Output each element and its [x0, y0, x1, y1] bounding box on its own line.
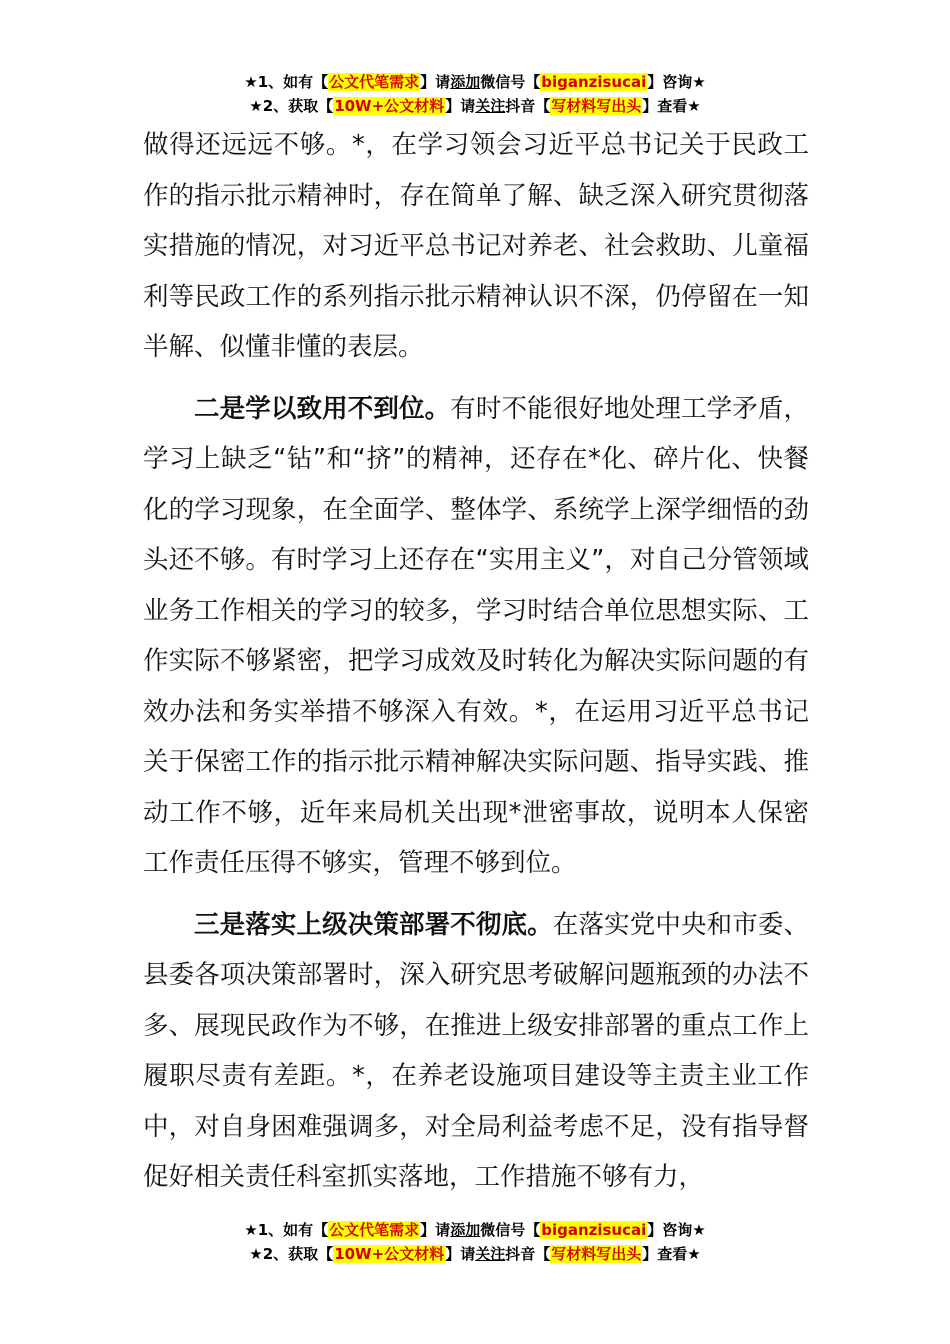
- paragraph-2-text: 有时不能很好地处理工学矛盾，学习上缺乏“钻”和“挤”的精神，还存在*化、碎片化、快餐化的学习现象，在全面学、整体学、系统学上深学细悟的劲头还不够。有时学习上还存在“实用主义”，对自己分管领域业务工作相关的学习的较多，学习时结合单位思想实际、工作实际不够紧密，把学习成效及时转化为解决实际问题的有效办法和务实举措不够深入有效。*，在运用习近平总书记关于保密工作的指示批示精神解决实际问题、指导实践、推动工作不够，近年来局机关出现*泄密事故，说明本人保密工作责任压得不够实，管理不够到位。: [143, 393, 809, 878]
- paragraph-3-heading: 三是落实上级决策部署不彻底。: [194, 909, 553, 940]
- banner-highlight: biganzisucai: [541, 1221, 647, 1239]
- banner-highlight: 写材料写出头: [551, 1245, 642, 1263]
- banner-line-2: ★2、获取【10W+公文材料】请关注抖音【写材料写出头】查看★: [249, 1245, 701, 1263]
- paragraph-3-text: 在落实党中央和市委、县委各项决策部署时，深入研究思考破解问题瓶颈的办法不多、展现民政作为不够，在推进上级安排部署的重点工作上履职尽责有差距。*，在养老设施项目建设等主责主业工作中，对自身困难强调多，对全局利益考虑不足，没有指导督促好相关责任科室抓实落地，工作措施不够有力，: [143, 909, 809, 1192]
- paragraph-2: [143, 384, 809, 889]
- banner-line-1: ★1、如有【公文代笔需求】请添加微信号【biganzisucai】咨询★: [244, 73, 706, 91]
- banner-line-2: ★2、获取【10W+公文材料】请关注抖音【写材料写出头】查看★: [249, 97, 701, 115]
- header-banner: [0, 70, 950, 118]
- banner-highlight: 公文代笔需求: [329, 1221, 420, 1239]
- banner-highlight: 写材料写出头: [551, 97, 642, 115]
- banner-line-1: ★1、如有【公文代笔需求】请添加微信号【biganzisucai】咨询★: [244, 1221, 706, 1239]
- paragraph-2-heading: 二是学以致用不到位。: [194, 393, 451, 424]
- banner-highlight: 10W+公文材料: [334, 1245, 445, 1263]
- banner-highlight: 10W+公文材料: [334, 97, 445, 115]
- banner-highlight: biganzisucai: [541, 73, 647, 91]
- paragraph-1: 做得还远远不够。*，在学习领会习近平总书记关于民政工作的指示批示精神时，存在简单了解、缺乏深入研究贯彻落实措施的情况，对习近平总书记对养老、社会救助、儿童福利等民政工作的系列指示批示精神认识不深，仍停留在一知半解、似懂非懂的表层。: [143, 130, 809, 362]
- document-body: [143, 120, 809, 1203]
- footer-banner: [0, 1218, 950, 1266]
- banner-highlight: 公文代笔需求: [329, 73, 420, 91]
- paragraph-3: [143, 900, 809, 1203]
